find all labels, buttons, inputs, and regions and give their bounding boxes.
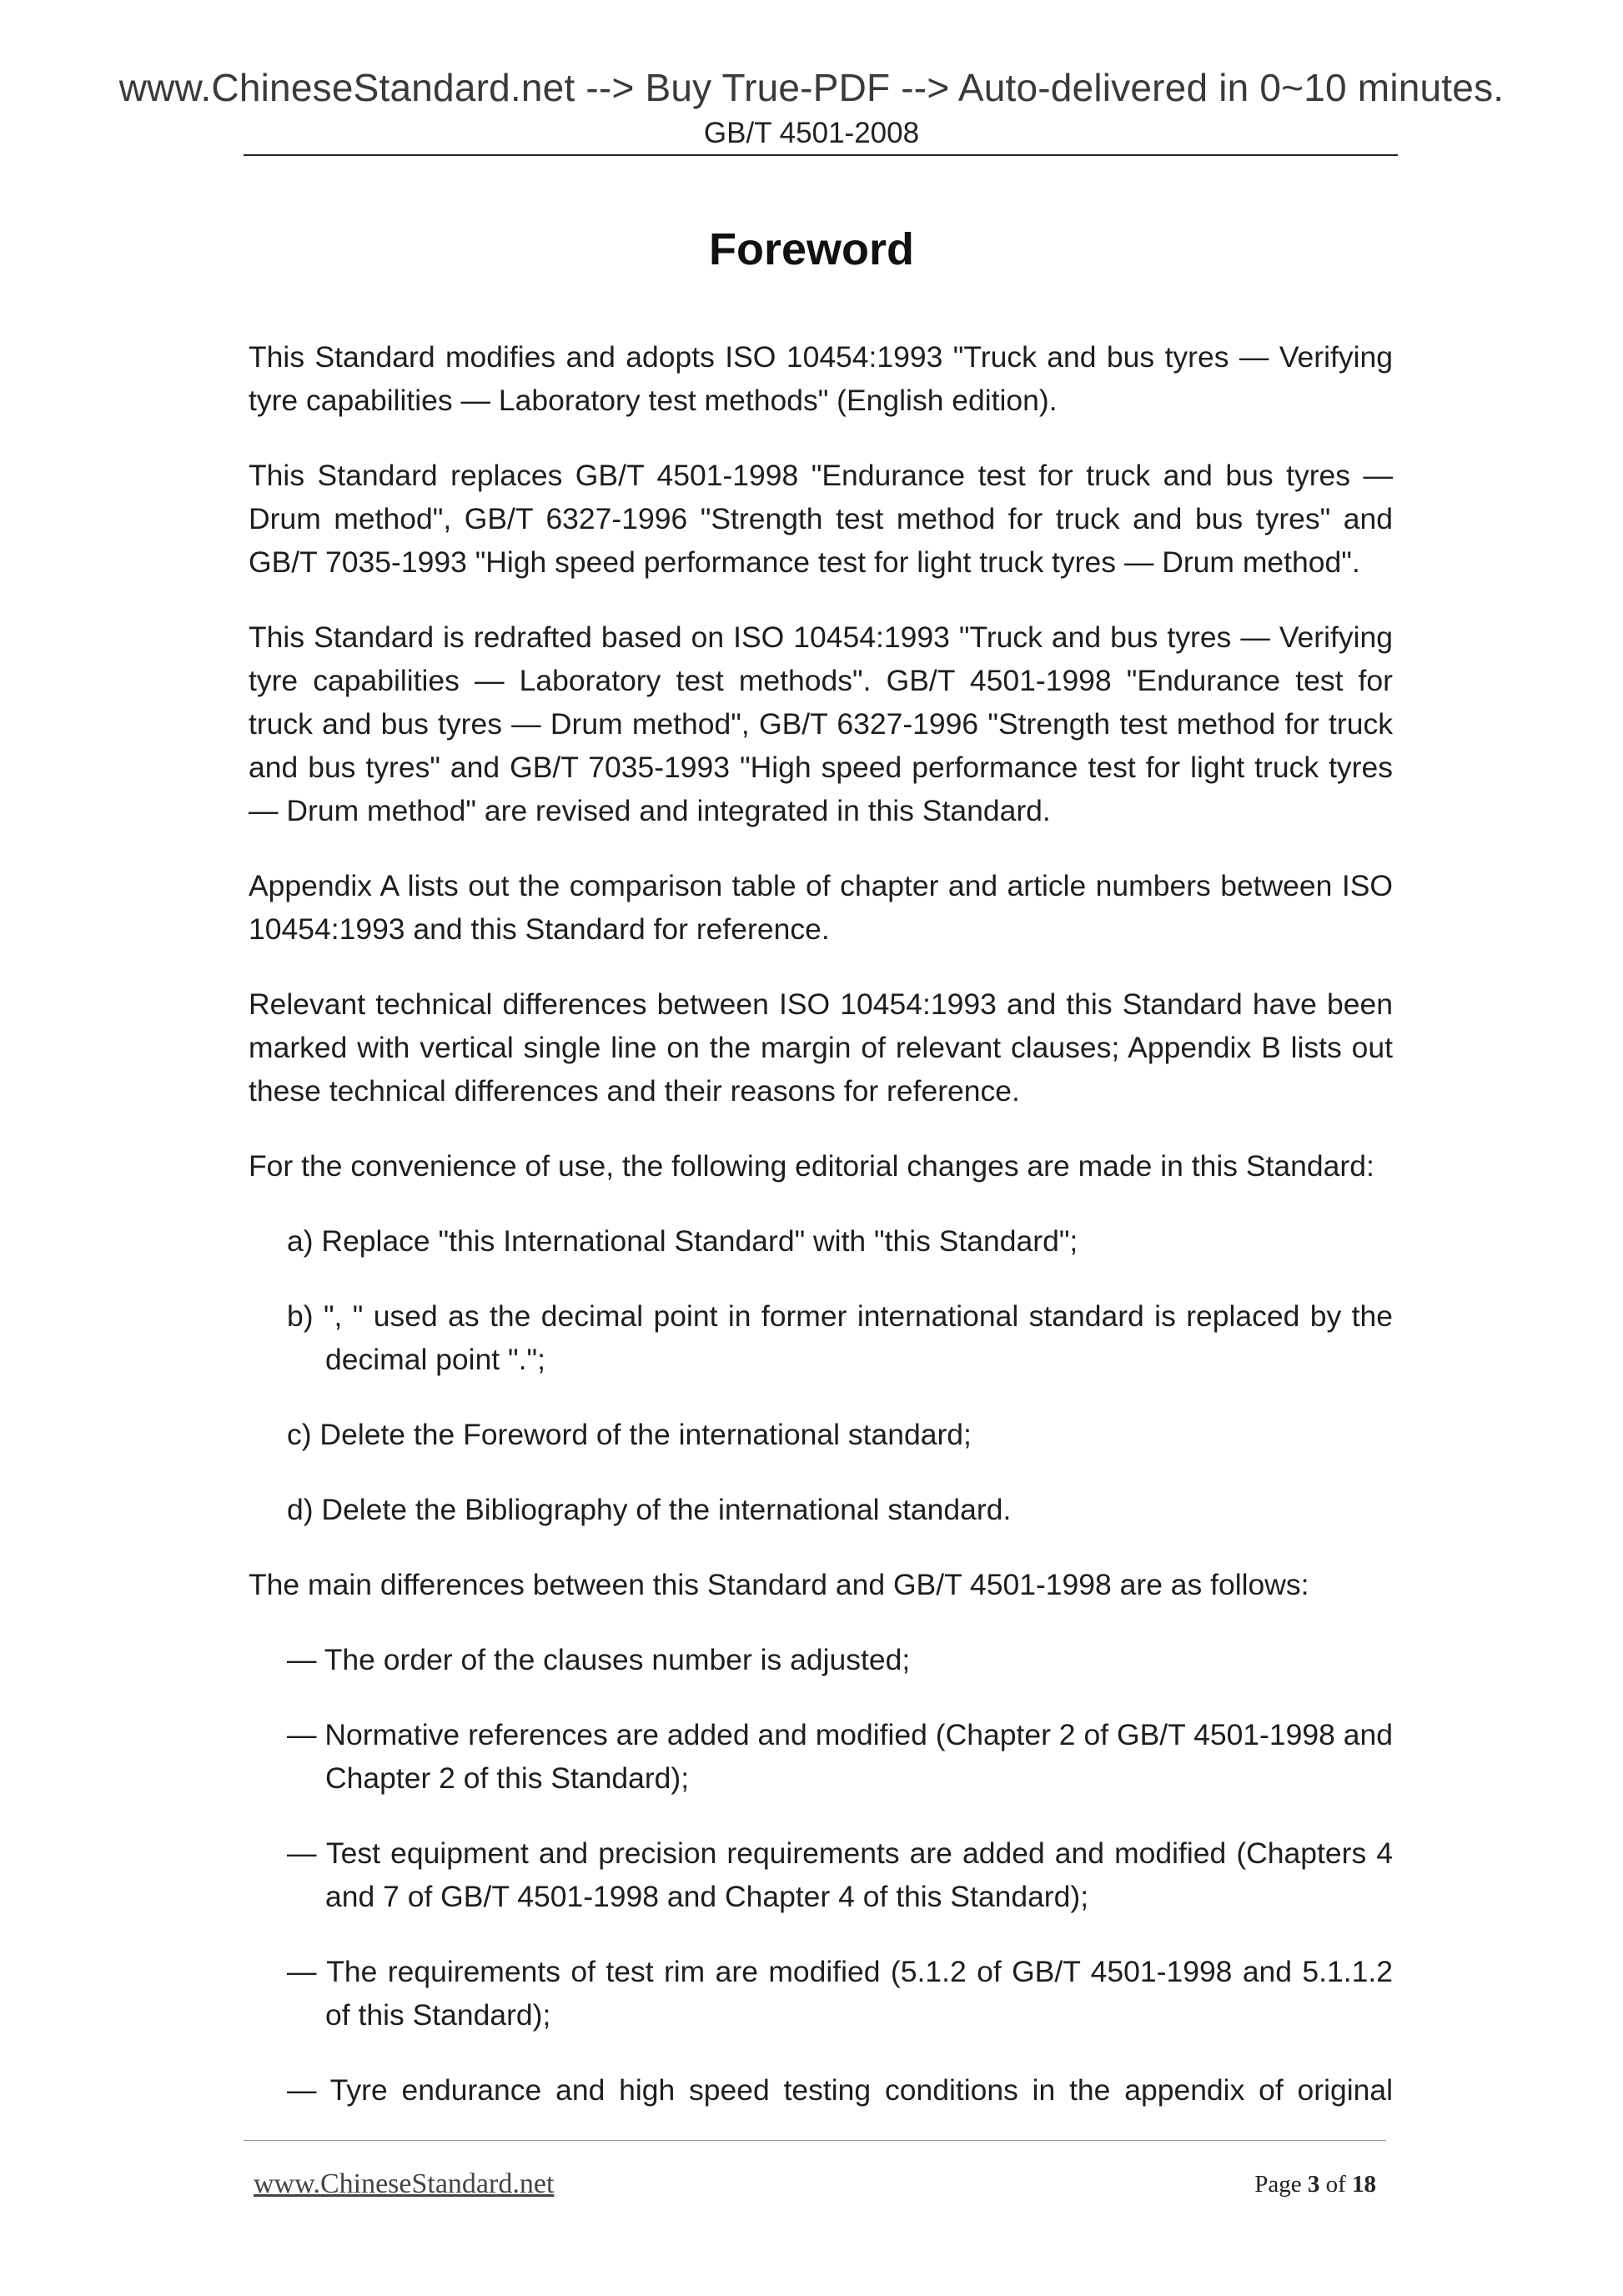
paragraph-adoption: This Standard modifies and adopts ISO 10454:1993 "Truck and bus tyres — Verifying tyre capabilities — Laboratory test methods" (English edition). <box>249 340 1393 417</box>
page-of: of <box>1325 2171 1346 2198</box>
header-banner: www.ChineseStandard.net --> Buy True-PDF --> Auto-delivered in 0~10 minutes. <box>118 66 1505 109</box>
standard-number: GB/T 4501-2008 <box>703 117 920 149</box>
editorial-change-item: c) Delete the Foreword of the international standard; <box>287 1418 972 1451</box>
page-total: 18 <box>1352 2171 1376 2198</box>
paragraph-replaces: This Standard replaces GB/T 4501-1998 "Endurance test for truck and bus tyres — Drum method", GB/T 6327-1996 "Strength test method for truck and bus tyres" and GB/T 7035-1993 "High speed performance test for light truck tyres — Drum method". <box>249 459 1393 579</box>
editorial-change-item: a) Replace "this International Standard" with "this Standard"; <box>287 1224 1078 1258</box>
footer-divider <box>244 2140 1386 2141</box>
paragraph-redrafted: This Standard is redrafted based on ISO 10454:1993 "Truck and bus tyres — Verifying tyre capabilities — Laboratory test methods". GB/T 4501-1998 "Endurance test for truck and bus tyres — Drum method", GB/T 6327-1996 "Strength test method for truck and bus tyres" and GB/T 7035-1993 "High speed performance test for light truck tyres — Drum method" are revised and integrated in this Standard. <box>249 620 1393 827</box>
difference-item: — The order of the clauses number is adjusted; <box>287 1643 911 1676</box>
difference-item: — Normative references are added and modified (Chapter 2 of GB/T 4501-1998 and Chapter 2 of this Standard); <box>287 1718 1393 1795</box>
paragraph-technical-differences: Relevant technical differences between ISO 10454:1993 and this Standard have been marked with vertical single line on the margin of relevant clauses; Appendix B lists out these technical differences and their reasons for reference. <box>249 987 1393 1108</box>
difference-item: — Test equipment and precision requirements are added and modified (Chapters 4 and 7 of GB/T 4501-1998 and Chapter 4 of this Standard); <box>287 1836 1393 1913</box>
document-body <box>249 335 1393 2143</box>
page-current: 3 <box>1307 2171 1320 2198</box>
paragraph-editorial-intro: For the convenience of use, the following editorial changes are made in this Standard: <box>249 1149 1374 1183</box>
editorial-change-item: d) Delete the Bibliography of the international standard. <box>287 1493 1012 1526</box>
difference-item: — Tyre endurance and high speed testing conditions in the appendix of original <box>287 2073 1393 2107</box>
footer-site-link[interactable]: www.ChineseStandard.net <box>254 2168 555 2199</box>
difference-item: — The requirements of test rim are modified (5.1.2 of GB/T 4501-1998 and 5.1.1.2 of this Standard); <box>287 1955 1393 2032</box>
page-title: Foreword <box>708 224 914 274</box>
page-number <box>1254 2171 1376 2198</box>
page-label: Page <box>1254 2171 1302 2198</box>
paragraph-appendix-a: Appendix A lists out the comparison table of chapter and article numbers between ISO 10454:1993 and this Standard for reference. <box>249 869 1393 946</box>
editorial-change-item: b) ", " used as the decimal point in former international standard is replaced by the decimal point "."; <box>287 1299 1393 1376</box>
paragraph-differences-intro: The main differences between this Standard and GB/T 4501-1998 are as follows: <box>249 1568 1309 1601</box>
header-divider <box>244 154 1398 156</box>
